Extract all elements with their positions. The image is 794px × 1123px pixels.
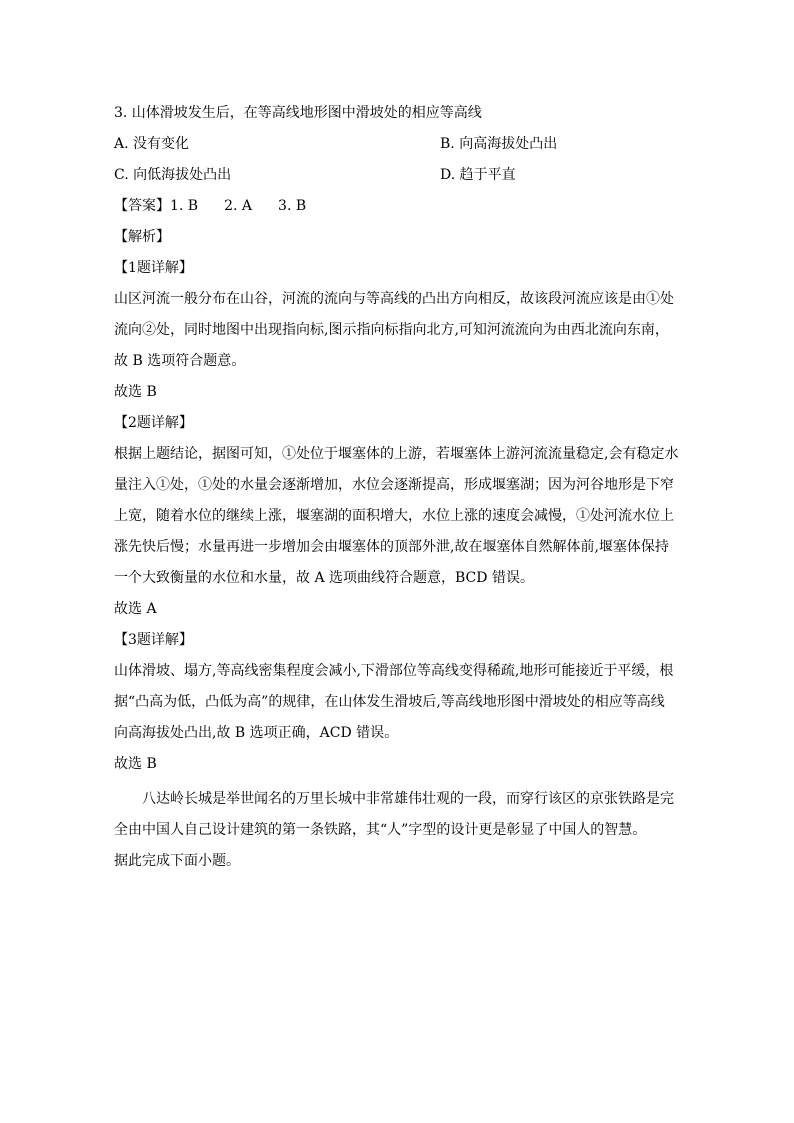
passage-line: 八达岭长城是举世闻名的万里长城中非常雄伟壮观的一段，而穿行该区的京张铁路是完 xyxy=(142,791,674,807)
option-c: C. 向低海拔处凸出 xyxy=(114,167,232,183)
answer-label: 【答案】 xyxy=(114,198,170,214)
section-1-heading: 【1题详解】 xyxy=(114,260,193,276)
option-b: B. 向高海拔处凸出 xyxy=(440,136,558,152)
section-3-heading: 【3题详解】 xyxy=(114,632,193,648)
section-3-conclusion: 故选 B xyxy=(114,756,157,772)
passage-prompt: 据此完成下面小题。 xyxy=(114,853,240,869)
section-2-conclusion: 故选 A xyxy=(114,601,157,617)
analysis-heading: 【解析】 xyxy=(114,229,170,245)
section-3-line: 山体滑坡、塌方,等高线密集程度会减小,下滑部位等高线变得稀疏,地形可能接近于平缓，根 xyxy=(114,663,674,679)
question-3-stem: 3. 山体滑坡发生后，在等高线地形图中滑坡处的相应等高线 xyxy=(114,105,482,121)
section-2-line: 上宽，随着水位的继续上涨，堰塞湖的面积增大，水位上涨的速度会减慢，①处河流水位上 xyxy=(114,508,674,524)
section-2-line: 涨先快后慢；水量再进一步增加会由堰塞体的顶部外泄,故在堰塞体自然解体前,堰塞体保持 xyxy=(114,539,669,555)
section-1-conclusion: 故选 B xyxy=(114,384,157,400)
answer-item-1: 1. B xyxy=(170,198,199,214)
section-2-line: 根据上题结论，据图可知，①处位于堰塞体的上游，若堰塞体上游河流流量稳定,会有稳定水 xyxy=(114,446,679,462)
answer-item-2: 2. A xyxy=(224,198,253,214)
answer-line xyxy=(114,196,694,216)
section-1-line: 故 B 选项符合题意。 xyxy=(114,353,246,369)
section-3-line: 据“凸高为低，凸低为高”的规律，在山体发生滑坡后,等高线地形图中滑坡处的相应等高线 xyxy=(114,694,665,710)
passage-line: 全由中国人自己设计建筑的第一条铁路，其“人”字型的设计更是彰显了中国人的智慧。 xyxy=(114,822,647,838)
section-2-line: 量注入①处，①处的水量会逐渐增加，水位会逐渐提高，形成堰塞湖；因为河谷地形是下窄 xyxy=(114,477,674,493)
answer-item-3: 3. B xyxy=(278,198,307,214)
section-1-line: 山区河流一般分布在山谷，河流的流向与等高线的凸出方向相反，故该段河流应该是由①处 xyxy=(114,291,674,307)
section-2-heading: 【2题详解】 xyxy=(114,415,193,431)
option-d: D. 趋于平直 xyxy=(440,167,516,183)
section-3-line: 向高海拔处凸出,故 B 选项正确，ACD 错误。 xyxy=(114,725,399,741)
option-a: A. 没有变化 xyxy=(114,136,190,152)
section-2-line: 一个大致衡量的水位和水量，故 A 选项曲线符合题意，BCD 错误。 xyxy=(114,570,534,586)
section-1-line: 流向②处，同时地图中出现指向标,图示指向标指向北方,可知河流流向为由西北流向东南， xyxy=(114,322,669,338)
